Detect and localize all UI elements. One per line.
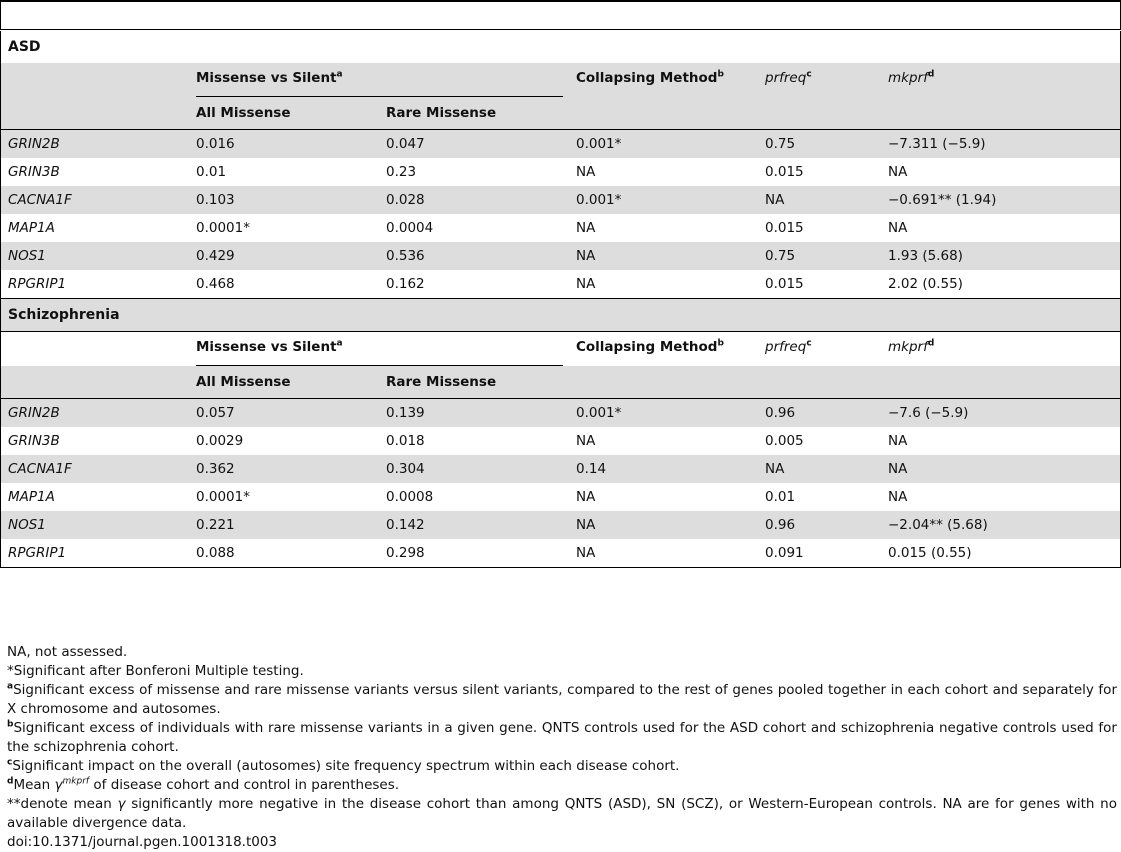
cell-rare: 0.139 [386, 405, 425, 421]
col-collapsing-method: Collapsing Method$^b$ [576, 69, 724, 86]
table-footnotes [7, 643, 1117, 852]
gene-name: CACNA1F [8, 192, 72, 208]
footnote-d: $^d$Mean $\gamma^{mkprf}$ of disease cohort and control in parentheses. [7, 776, 400, 793]
cell-prfreq: 0.96 [765, 517, 796, 533]
section-title-schizophrenia: Schizophrenia [1, 298, 1120, 331]
footnote-double-star: **denote mean γ significantly more negative in the disease cohort than among QNTS (ASD), SN (SCZ), or Western-European controls. NA are for genes with no available divergence data. [7, 796, 1117, 831]
cell-mkprf: NA [888, 461, 908, 477]
table-row [1, 270, 1120, 298]
doi-text: doi:10.1371/journal.pgen.1001318.t003 [7, 834, 278, 850]
table-row [1, 242, 1120, 270]
cell-prfreq: 0.005 [765, 433, 804, 449]
cell-mkprf: −0.691** (1.94) [888, 192, 997, 208]
cell-rare: 0.018 [386, 433, 425, 449]
col-collapsing-method-scz: Collapsing Method$^b$ [576, 338, 724, 355]
section-title-asd: ASD [8, 39, 41, 55]
cell-mkprf: 1.93 (5.68) [888, 248, 963, 264]
cell-prfreq: 0.015 [765, 276, 804, 292]
table-row [1, 427, 1120, 455]
results-table [0, 31, 1121, 568]
gene-name: GRIN3B [8, 433, 60, 449]
gene-name: NOS1 [8, 248, 46, 264]
table-row [1, 483, 1120, 511]
table-header [1, 63, 1120, 130]
cell-mkprf: NA [888, 220, 908, 236]
table-row [1, 214, 1120, 242]
header-row-sub [1, 97, 1120, 130]
cell-collapse: 0.001* [576, 405, 622, 421]
table-row [1, 455, 1120, 483]
table-header-scz [1, 331, 1120, 399]
cell-rare: 0.0008 [386, 489, 434, 505]
cell-rare: 0.162 [386, 276, 425, 292]
cell-all: 0.429 [196, 248, 235, 264]
col-missense-vs-silent: Missense vs Silent$^a$ [196, 69, 343, 86]
cell-all: 0.0001* [196, 220, 250, 236]
cell-collapse: NA [576, 164, 596, 180]
gene-name: CACNA1F [8, 461, 72, 477]
cell-mkprf: −2.04** (5.68) [888, 517, 988, 533]
cell-prfreq: 0.015 [765, 164, 804, 180]
cell-prfreq: NA [765, 192, 785, 208]
cell-mkprf: −7.6 (−5.9) [888, 405, 969, 421]
cell-prfreq: NA [765, 461, 785, 477]
col-prfreq-scz: prfreq$^c$ [765, 338, 812, 355]
cell-rare: 0.028 [386, 192, 425, 208]
cell-prfreq: 0.01 [765, 489, 796, 505]
cell-mkprf: −7.311 (−5.9) [888, 136, 986, 152]
cell-collapse: 0.14 [576, 461, 607, 477]
col-missense-vs-silent-scz: Missense vs Silent$^a$ [196, 338, 343, 355]
footnote-b: $^b$Significant excess of individuals with rare missense variants in a given gene. QNTS controls used for the ASD cohort and schizophrenia negative controls used for the schizophrenia cohort. [7, 719, 1117, 755]
asd-rows [1, 130, 1120, 298]
cell-prfreq: 0.091 [765, 545, 804, 561]
cell-mkprf: 0.015 (0.55) [888, 545, 972, 561]
table-row [1, 539, 1120, 567]
header-row-top-scz [1, 331, 1120, 366]
table-row [1, 511, 1120, 539]
cell-collapse: NA [576, 545, 596, 561]
cell-prfreq: 0.75 [765, 248, 796, 264]
cell-rare: 0.23 [386, 164, 417, 180]
cell-collapse: NA [576, 276, 596, 292]
cell-all: 0.0001* [196, 489, 250, 505]
cell-collapse: 0.001* [576, 192, 622, 208]
table-row [1, 399, 1120, 427]
gene-name: GRIN3B [8, 164, 60, 180]
cell-mkprf: NA [888, 489, 908, 505]
cell-all: 0.468 [196, 276, 235, 292]
gene-name: RPGRIP1 [8, 276, 67, 292]
col-all-missense: All Missense [196, 105, 291, 121]
gene-name: MAP1A [8, 489, 55, 505]
cell-prfreq: 0.96 [765, 405, 796, 421]
col-prfreq: prfreq$^c$ [765, 69, 812, 86]
cell-rare: 0.142 [386, 517, 425, 533]
scz-rows [1, 399, 1120, 567]
header-row-sub-scz [1, 366, 1120, 399]
cell-all: 0.103 [196, 192, 235, 208]
cell-all: 0.221 [196, 517, 235, 533]
gene-name: NOS1 [8, 517, 46, 533]
cell-prfreq: 0.015 [765, 220, 804, 236]
col-rare-missense: Rare Missense [386, 105, 497, 121]
cell-collapse: NA [576, 248, 596, 264]
table-row [1, 186, 1120, 214]
footnote-na: NA, not assessed. [7, 644, 128, 660]
cell-collapse: 0.001* [576, 136, 622, 152]
cell-all: 0.362 [196, 461, 235, 477]
header-row-top [1, 63, 1120, 97]
col-mkprf: mkprf$^d$ [888, 69, 935, 86]
cell-collapse: NA [576, 517, 596, 533]
col-rare-missense-scz: Rare Missense [386, 374, 497, 390]
footnote-a: $^a$Significant excess of missense and rare missense variants versus silent variants, compared to the rest of genes pooled together in each cohort and separately for X chromosome and autosomes. [7, 681, 1117, 717]
table-row [1, 158, 1120, 186]
cell-mkprf: NA [888, 433, 908, 449]
gene-name: RPGRIP1 [8, 545, 67, 561]
cell-rare: 0.536 [386, 248, 425, 264]
cell-all: 0.01 [196, 164, 227, 180]
cell-all: 0.016 [196, 136, 235, 152]
gene-name: MAP1A [8, 220, 55, 236]
cell-all: 0.0029 [196, 433, 244, 449]
cell-rare: 0.298 [386, 545, 425, 561]
cell-collapse: NA [576, 220, 596, 236]
cell-rare: 0.047 [386, 136, 425, 152]
gene-name: GRIN2B [8, 136, 60, 152]
cell-all: 0.088 [196, 545, 235, 561]
col-mkprf-scz: mkprf$^d$ [888, 338, 935, 355]
cell-prfreq: 0.75 [765, 136, 796, 152]
cell-mkprf: 2.02 (0.55) [888, 276, 963, 292]
cell-rare: 0.0004 [386, 220, 434, 236]
cell-all: 0.057 [196, 405, 235, 421]
cell-rare: 0.304 [386, 461, 425, 477]
table-top-frame [0, 0, 1121, 30]
gene-name: GRIN2B [8, 405, 60, 421]
table-row [1, 130, 1120, 158]
col-all-missense-scz: All Missense [196, 374, 291, 390]
cell-collapse: NA [576, 489, 596, 505]
cell-collapse: NA [576, 433, 596, 449]
footnote-c: $^c$Significant impact on the overall (autosomes) site frequency spectrum within each disease cohort. [7, 757, 680, 774]
footnote-star: *Significant after Bonferoni Multiple testing. [7, 663, 304, 679]
cell-mkprf: NA [888, 164, 908, 180]
